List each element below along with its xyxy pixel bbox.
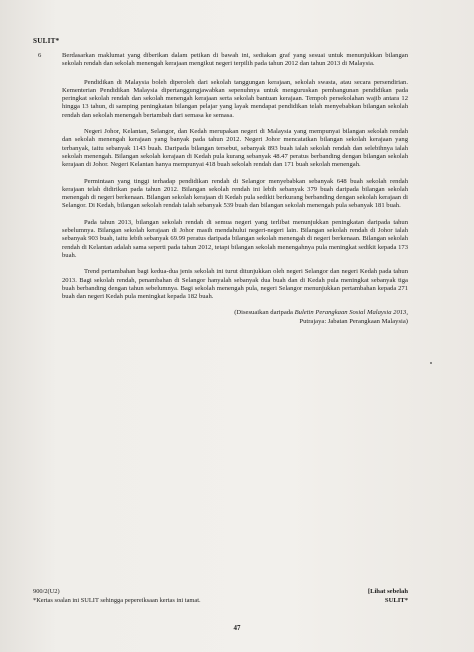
source-line-1 xyxy=(62,309,408,317)
passage-paragraph-5: Trend pertambahan bagi kedua-dua jenis sekolah ini turut ditunjukkan oleh negeri Selangor dan negeri Kedah pada tahun 2013. Bagi sekolah rendah, penambahan di Selangor hanyalah sebanyak dua buah dan di Kedah pula meningkat sebanyak tiga buah berbanding dengan tahun sebelumnya. Bagi sekolah menengah pula, negeri Selangor menunjukkan pertambahan kepada 271 buah dan negeri Kedah pula meningkat kepada 182 buah. xyxy=(62,268,408,301)
footer-sulit-label: SULIT* xyxy=(384,596,408,604)
source-line-2: Putrajaya: Jabatan Perangkaan Malaysia) xyxy=(299,317,408,325)
source-suffix: , xyxy=(406,309,408,317)
source-prefix: (Disesuaikan daripada xyxy=(234,309,295,317)
passage-paragraph-3: Permintaan yang tinggi terhadap pendidikan rendah di Selangor menyebabkan sebanyak 648 buah sekolah rendah kerajaan telah didirikan pada tahun 2012. Bilangan sekolah rendah ini lebih sebanyak 379 buah daripada bilangan sekolah menengah di negeri berkenaan. Bilangan sekolah kerajaan di Kedah pula sedikit berkurang berbanding dengan sekolah kerajaan di Selangor. Di Kedah, bilangan sekolah rendah ialah sebanyak 539 buah dan bilangan sekolah menengah pula sebanyak 181 buah. xyxy=(62,177,408,210)
paper-speck xyxy=(430,362,432,364)
passage-paragraph-1: Pendidikan di Malaysia boleh diperoleh dari sekolah tanggungan kerajaan, sekolah swasta, atau secara persendirian. Kementerian Pendidikan Malaysia dipertanggungjawabkan sepenuhnya untuk menguruskan pembangunan pendidikan pada peringkat sekolah rendah dan sekolah menengah kerajaan serta sekolah bantuan kerajaan. Tempoh persekolahan wajib antara 12 hingga 13 tahun, di samping peningkatan bilangan pelajar yang layak mendapat pendidikan telah menyebabkan bilangan sekolah rendah dan sekolah menengah bertambah dari semasa ke semasa. xyxy=(62,78,408,119)
passage-paragraph-2: Negeri Johor, Kelantan, Selangor, dan Kedah merupakan negeri di Malaysia yang mempunyai bilangan sekolah rendah dan sekolah menengah kerajaan yang banyak pada tahun 2012. Negeri Johor mencatatkan bilangan sekolah kerajaan yang terbanyak, iaitu sebanyak 1143 buah. Daripada bilangan tersebut, sebanyak 893 buah ialah sekolah rendah dan selebihnya ialah sekolah menengah. Bilangan sekolah kerajaan di Kedah pula kurang sebanyak 48.47 peratus berbanding dengan bilangan sekolah kerajaan di Johor. Negeri Kelantan hanya mempunyai 418 buah sekolah rendah dan 171 buah sekolah menengah. xyxy=(62,128,408,169)
footer-left xyxy=(33,588,201,605)
question-content xyxy=(62,52,408,326)
page-number: 47 xyxy=(233,624,241,632)
confidential-note: *Kertas soalan ini SULIT sehingga pepereiksaan kertas ini tamat. xyxy=(33,596,201,604)
header-sulit-label: SULIT* xyxy=(33,37,60,45)
source-title: Buletin Perangkaan Sosial Malaysia 2013 xyxy=(294,309,407,317)
paper-code: 900/2(U2) xyxy=(33,588,60,595)
passage-paragraph-4: Pada tahun 2013, bilangan sekolah rendah di semua negeri yang terlibat menunjukkan peningkatan daripada tahun sebelumnya. Bilangan sekolah kerajaan di Johor masih mendahului negeri-negeri lain. Bilangan sekolah rendah di Johor ialah sebanyak 903 buah, iaitu lebih sebanyak 69.99 peratus daripada bilangan sekolah menengah di negeri berkenaan. Bilangan sekolah rendah di Kelantan adalah sama seperti pada tahun 2012, tetapi bilangan sekolah menengahnya pula meningkat sedikit kepada 173 buah. xyxy=(62,218,408,259)
passage-source xyxy=(62,309,408,326)
next-page-label: [Lihat sebelah xyxy=(367,588,408,595)
question-intro: Berdasarkan maklumat yang diberikan dalam petikan di bawah ini, sediakan graf yang sesuai untuk menunjukkan bilangan sekolah rendah dan sekolah menengah kerajaan mengikut negeri terpilih pada tahun 2012 dan tahun 2013 di Malaysia. xyxy=(62,52,408,68)
question-number: 6 xyxy=(38,52,42,59)
footer-right xyxy=(368,588,408,605)
